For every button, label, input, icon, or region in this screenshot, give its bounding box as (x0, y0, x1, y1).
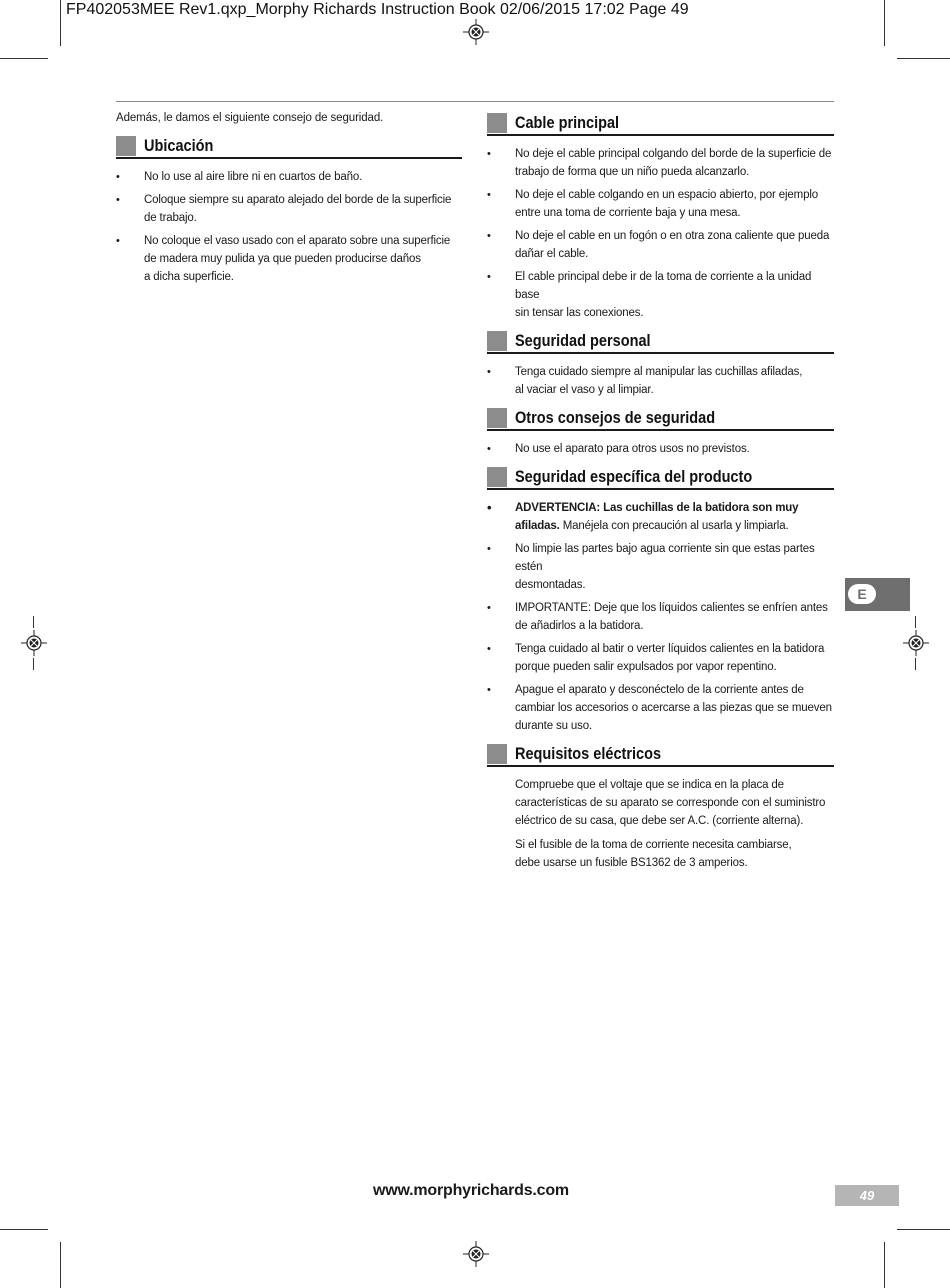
section-marker (487, 467, 507, 487)
bullet: • (116, 171, 120, 183)
language-tab (845, 578, 910, 611)
section-title: Seguridad específica del producto (515, 468, 753, 486)
registration-mark-icon (21, 630, 47, 656)
section-otros-consejos (487, 407, 834, 458)
bullet: • (116, 235, 120, 247)
top-rule (116, 101, 834, 102)
section-seguridad-producto (487, 466, 834, 735)
section-title: Seguridad personal (515, 332, 651, 350)
section-heading (487, 407, 834, 431)
footer-url: www.morphyrichards.com (373, 1182, 569, 1199)
section-marker (487, 744, 507, 764)
print-slug: FP402053MEE Rev1.qxp_Morphy Richards Instruction Book 02/06/2015 17:02 Page 49 (66, 1, 689, 18)
left-column (116, 112, 462, 294)
section-marker (116, 136, 136, 156)
section-cable-principal (487, 112, 834, 322)
section-requisitos-electricos (487, 743, 834, 872)
list-item: • No deje el cable en un fogón o en otra zona caliente que pueda dañar el cable. (487, 230, 830, 260)
list-item: • El cable principal debe ir de la toma de corriente a la unidad base sin tensar las conexiones. (487, 271, 812, 319)
bullet-list (487, 499, 834, 735)
section-marker (487, 331, 507, 351)
list-item: • No deje el cable principal colgando del borde de la superficie de trabajo de forma que un niño pueda alcanzarlo. (487, 148, 832, 178)
crop-mark (897, 1229, 950, 1230)
list-item: • Tenga cuidado al batir o verter líquidos calientes en la batidora porque pueden salir expulsados por vapor repentino. (487, 643, 825, 673)
bullet-list (487, 145, 834, 322)
list-item: • Apague el aparato y desconéctelo de la corriente antes de cambiar los accesorios o acercarse a las piezas que se mueven durante su uso. (487, 684, 832, 732)
section-heading (487, 466, 834, 490)
bullet-list (487, 363, 834, 399)
paragraph: Compruebe que el voltaje que se indica en la placa de características de su aparato se corresponde con el suministro eléctrico de su casa, que debe ser A.C. (corriente alterna). (515, 779, 826, 827)
section-seguridad-personal (487, 330, 834, 399)
crop-mark (60, 1242, 61, 1288)
section-heading (116, 135, 462, 159)
crop-mark (33, 658, 34, 670)
page-number: 49 (835, 1185, 899, 1206)
list-item: • No limpie las partes bajo agua corriente sin que estas partes estén desmontadas. (487, 543, 815, 591)
crop-mark (33, 616, 34, 628)
crop-mark (884, 1242, 885, 1288)
list-item: • No deje el cable colgando en un espacio abierto, por ejemplo entre una toma de corriente baja y una mesa. (487, 189, 818, 219)
right-column (487, 112, 834, 880)
crop-mark (915, 658, 916, 670)
list-item: • No lo use al aire libre ni en cuartos de baño. (116, 168, 462, 186)
bullet-list (487, 440, 834, 458)
section-marker (487, 408, 507, 428)
language-code: E (848, 584, 876, 604)
registration-mark-icon (463, 19, 489, 45)
crop-mark (884, 0, 885, 46)
section-title: Requisitos eléctricos (515, 745, 662, 763)
section-title: Ubicación (144, 137, 214, 155)
warning-item: • ADVERTENCIA: Las cuchillas de la batidora son muy afiladas. Manéjela con precaución al usarla y limpiarla. (487, 500, 799, 532)
list-item: • IMPORTANTE: Deje que los líquidos calientes se enfríen antes de añadirlos a la batidora. (487, 602, 828, 632)
list-item: • Tenga cuidado siempre al manipular las cuchillas afiladas, al vaciar el vaso y al limpiar. (487, 366, 803, 396)
section-title: Cable principal (515, 114, 620, 132)
section-heading (487, 330, 834, 354)
crop-mark (0, 58, 48, 59)
bullet-list (116, 168, 462, 286)
section-marker (487, 113, 507, 133)
list-item: • No coloque el vaso usado con el aparato sobre una superficie de madera muy pulida ya que pueden producirse daños a dicha superficie. (116, 232, 462, 286)
registration-mark-icon (903, 630, 929, 656)
intro-text: Además, le damos el siguiente consejo de seguridad. (116, 112, 384, 124)
list-item: • Coloque siempre su aparato alejado del borde de la superficie de trabajo. (116, 191, 462, 227)
registration-mark-icon (463, 1241, 489, 1267)
crop-mark (897, 58, 950, 59)
section-ubicacion (116, 135, 462, 286)
crop-mark (0, 1229, 48, 1230)
section-title: Otros consejos de seguridad (515, 409, 716, 427)
section-heading (487, 743, 834, 767)
paragraph: Si el fusible de la toma de corriente necesita cambiarse, debe usarse un fusible BS1362 de 3 amperios. (515, 839, 792, 869)
section-heading (487, 112, 834, 136)
bullet: • (116, 194, 120, 206)
list-item: • No use el aparato para otros usos no previstos. (487, 443, 750, 455)
crop-mark (60, 0, 61, 46)
crop-mark (915, 616, 916, 628)
